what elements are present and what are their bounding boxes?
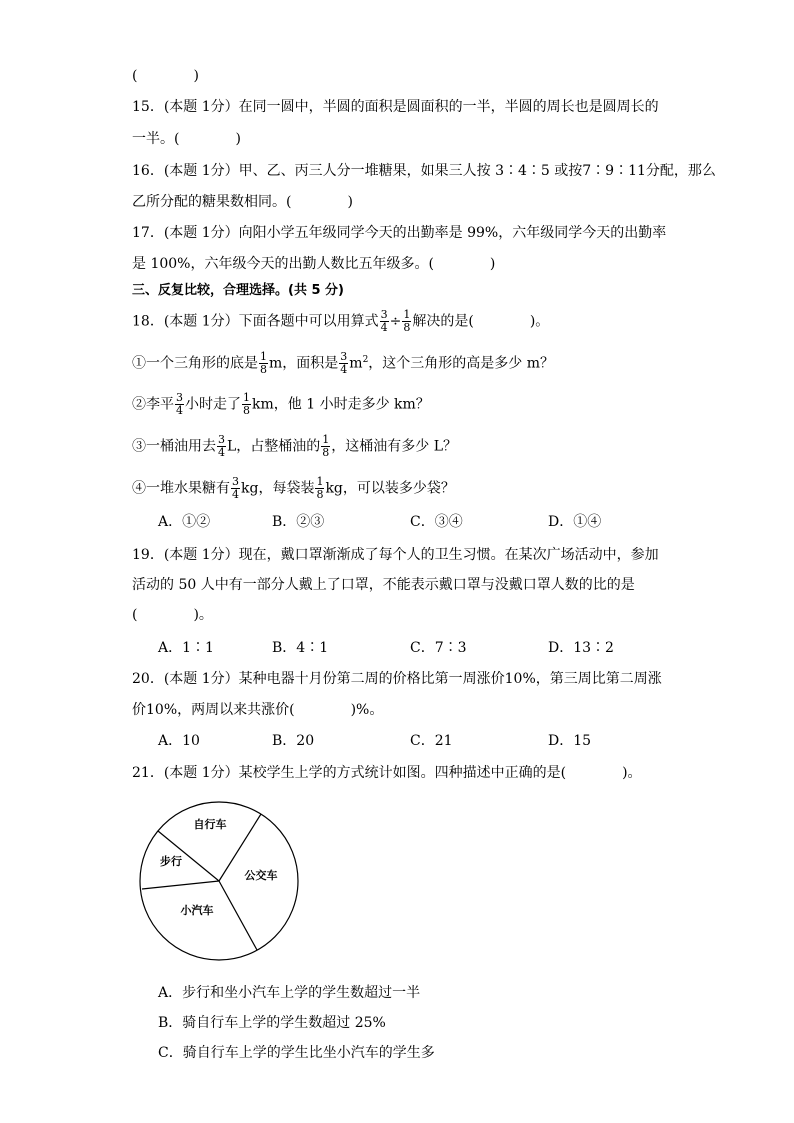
- q18-text-post: 解决的是( )。: [412, 313, 550, 330]
- q18-1-text-b: m，面积是: [269, 355, 339, 372]
- section-3-heading: 三、反复比较，合理选择。(共 5 分): [132, 283, 344, 298]
- q18-option-a[interactable]: A．①②: [158, 514, 211, 530]
- fraction-den: 4: [380, 321, 388, 334]
- fraction-1-8: [321, 434, 330, 459]
- question-19-line3: ( )。: [132, 607, 213, 623]
- pie-label-bike: 自行车: [193, 818, 227, 831]
- q19-option-b[interactable]: B．4∶1: [272, 640, 329, 656]
- divide-sign: ÷: [389, 313, 402, 330]
- fraction-den: 4: [218, 446, 225, 459]
- q19-option-d[interactable]: D．13∶2: [548, 640, 614, 656]
- fraction-num: 3: [218, 433, 225, 446]
- question-15-line2: 一半。( ): [132, 131, 241, 147]
- question-18-item-2: [132, 392, 430, 417]
- fraction-den: 4: [340, 363, 348, 377]
- question-17-line1: 17．(本题 1分）向阳小学五年级同学今天的出勤率是 99%，六年级同学今天的出勤率: [132, 225, 667, 241]
- q18-2-text-c: km，他 1 小时走多少 km？: [252, 396, 430, 413]
- question-16-line2: 乙所分配的糖果数相同。( ): [132, 194, 353, 210]
- pie-label-car: 小汽车: [180, 904, 214, 917]
- question-18-stem: [132, 309, 549, 334]
- q21-option-a[interactable]: A．步行和坐小汽车上学的学生数超过一半: [158, 985, 421, 1001]
- q19-option-c[interactable]: C．7∶3: [410, 640, 467, 656]
- question-15-line1: 15．(本题 1分）在同一圆中，半圆的面积是圆面积的一半，半圆的周长也是圆周长的: [132, 99, 659, 115]
- fraction-den: 8: [260, 363, 267, 377]
- fraction-den: 4: [176, 404, 183, 417]
- fraction-1-8: [259, 351, 268, 376]
- q18-1-text-a: ①一个三角形的底是: [132, 355, 258, 372]
- q18-4-text-b: kg，每袋装: [241, 480, 315, 497]
- q20-option-d[interactable]: D．15: [548, 733, 592, 749]
- q20-option-b[interactable]: B．20: [272, 733, 315, 749]
- fraction-num: 1: [316, 475, 324, 488]
- fraction-den: 8: [403, 321, 411, 334]
- answer-blank-14: ( ): [132, 68, 199, 84]
- q18-3-text-b: L，占整桶油的: [227, 438, 321, 455]
- q20-option-c[interactable]: C．21: [410, 733, 453, 749]
- fraction-num: 3: [340, 350, 348, 364]
- question-18-item-3: [132, 434, 457, 459]
- q18-4-text-c: kg，可以装多少袋？: [325, 480, 455, 497]
- q18-option-c[interactable]: C．③④: [410, 514, 463, 530]
- q18-2-text-b: 小时走了: [185, 396, 241, 413]
- q20-option-a[interactable]: A．10: [158, 733, 200, 749]
- q19-option-a[interactable]: A．1∶1: [158, 640, 214, 656]
- question-16-line1: 16．(本题 1分）甲、乙、丙三人分一堆糖果，如果三人按 3∶4∶5 或按7∶9∶11分配，那么: [132, 163, 716, 179]
- fraction-1-8: [242, 392, 251, 417]
- fraction-3-4: [339, 351, 348, 376]
- q18-3-text-c: ，这桶油有多少 L？: [331, 438, 458, 455]
- fraction-1-8: [315, 476, 324, 501]
- q18-4-text-a: ④一堆水果糖有: [132, 480, 230, 497]
- q18-2-text-a: ②李平: [132, 396, 174, 413]
- fraction-num: 1: [403, 308, 411, 321]
- q18-1-text-d: ，这个三角形的高是多少 m？: [368, 355, 555, 372]
- q18-3-text-a: ③一桶油用去: [132, 438, 216, 455]
- fraction-3-4: [231, 476, 240, 501]
- question-20-line2: 价10%，两周以来共涨价( )%。: [132, 702, 384, 718]
- fraction-den: 8: [243, 404, 250, 417]
- fraction-num: 1: [260, 350, 267, 364]
- question-17-line2: 是 100%，六年级今天的出勤人数比五年级多。( ): [132, 256, 496, 272]
- superscript-2: 2: [362, 355, 369, 365]
- pie-label-walk: 步行: [160, 855, 182, 868]
- q21-option-c[interactable]: C．骑自行车上学的学生比坐小汽车的学生多: [158, 1045, 435, 1061]
- q18-option-d[interactable]: D．①④: [548, 514, 602, 530]
- fraction-num: 1: [243, 391, 250, 404]
- fraction-den: 8: [322, 446, 330, 459]
- pie-diagram: [130, 795, 310, 965]
- question-19-line2: 活动的 50 人中有一部分人戴上了口罩，不能表示戴口罩与没戴口罩人数的比的是: [132, 577, 635, 593]
- question-20-line1: 20．(本题 1分）某种电器十月份第二周的价格比第一周涨价10%，第三周比第二周涨: [132, 671, 662, 687]
- q18-1-text-c: m: [349, 355, 363, 372]
- q21-option-b[interactable]: B．骑自行车上学的学生数超过 25%: [158, 1015, 386, 1031]
- question-21-stem: 21．(本题 1分）某校学生上学的方式统计如图。四种描述中正确的是( )。: [132, 765, 642, 781]
- q18-option-b[interactable]: B．②③: [272, 514, 325, 530]
- q18-text-pre: 18．(本题 1分）下面各题中可以用算式: [132, 313, 379, 330]
- question-18-item-4: [132, 476, 455, 501]
- fraction-num: 3: [176, 391, 183, 404]
- fraction-num: 1: [322, 433, 330, 446]
- pie-label-bus: 公交车: [244, 869, 278, 882]
- question-18-item-1: [132, 350, 554, 376]
- fraction-num: 3: [380, 308, 388, 321]
- fraction-3-4: [380, 309, 389, 334]
- question-19-line1: 19．(本题 1分）现在，戴口罩渐渐成了每个人的卫生习惯。在某次广场活动中，参加: [132, 547, 659, 563]
- fraction-den: 4: [232, 488, 239, 501]
- fraction-3-4: [175, 392, 184, 417]
- fraction-3-4: [217, 434, 226, 459]
- fraction-1-8: [402, 309, 411, 334]
- fraction-den: 8: [316, 488, 324, 501]
- fraction-num: 3: [232, 475, 239, 488]
